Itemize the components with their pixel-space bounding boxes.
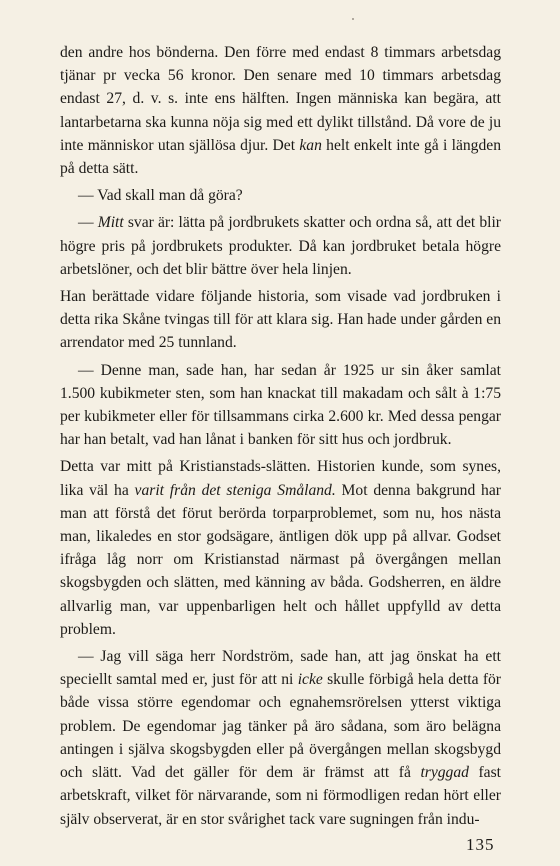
italic-text: icke [297,671,323,689]
text-run: fast arbetskraft, vilket för närvarande, som ni förmodligen redan hört eller själv observerat, är en stor svårighet tack vare sugningen från indu- [60,764,501,828]
paper-speck [352,18,354,20]
paragraph [60,211,501,281]
paragraph [60,184,501,207]
italic-text: varit från det steniga Småland. [134,481,336,499]
paragraph [60,285,501,355]
page-number: 135 [466,835,495,854]
text-run: — Vad skall man då göra? [78,187,243,205]
text-run: — Jag vill säga herr Nordström, sade han, att jag önskat ha ett speciellt samtal med er, just för att ni [60,648,501,689]
paragraph [60,41,501,180]
text-run: Han berättade vidare följande historia, som visade vad jordbruken i detta rika Skåne tvingas till för att klara sig. Han hade under gården en arrendator med 25 tunnland. [60,288,501,352]
text-run: den andre hos bönderna. Den förre med endast 8 timmars arbetsdag tjänar pr vecka 56 kronor. Den senare med 10 timmars arbetsdag endast 27, d. v. s. inte ens hälften. Ingen människa kan begära, att lantarbetarna ska kunna nöja sig med ett dylikt tillstånd. Då vore de ju inte människor utan själlösa djur. Det [60,44,501,154]
text-run: skulle förbigå hela detta för både vissa större egendomar och egnahemsrörelsen ytterst viktiga problem. De egendomar jag tänker på äro sådana, som äro belägna antingen i själva skogsbygden eller på övergången mellan skogsbygd och slätt. Vad det gäller för dem är främst att få [60,671,502,782]
body-text [60,41,501,831]
paragraph [60,359,501,452]
text-run: — [78,214,98,232]
italic-text: tryggad [420,764,469,782]
paragraph [60,455,501,641]
text-run: Mot denna bakgrund har man att förstå det förut berörda torparproblemet, som nu, hos nästa man, likaledes en stor godsägare, äntligen dök upp på allvar. Godset ifråga låg norr om Kristianstad närmast på övergången mellan skogsbygden och slätten, med känning av båda. Godsherren, en äldre allvarlig man, var uppenbarligen helt och hållet uppfylld av detta problem. [60,481,501,638]
italic-text: kan [299,136,322,154]
text-run: — Denne man, sade han, har sedan år 1925 ur sin åker samlat 1.500 kubikmeter sten, som han knackat till makadam och sålt à 1:75 per kubikmeter eller för tillsammans cirka 2.600 kr. Med dessa pengar har han betalt, vad han lånat i banken för sitt hus och jordbruk. [60,361,501,449]
text-run: helt enkelt inte gå i längden på detta sätt. [60,136,501,178]
paragraph [60,645,501,831]
text-run: svar är: lätta på jordbrukets skatter och ordna så, att det blir högre pris på jordbrukets produkter. Då kan jordbruket betala högre arbetslöner, och det blir bättre över hela linjen. [60,214,501,278]
text-run: Detta var mitt på Kristianstads-slätten. Historien kunde, som synes, lika väl ha [60,458,501,499]
italic-text: Mitt [97,214,124,232]
